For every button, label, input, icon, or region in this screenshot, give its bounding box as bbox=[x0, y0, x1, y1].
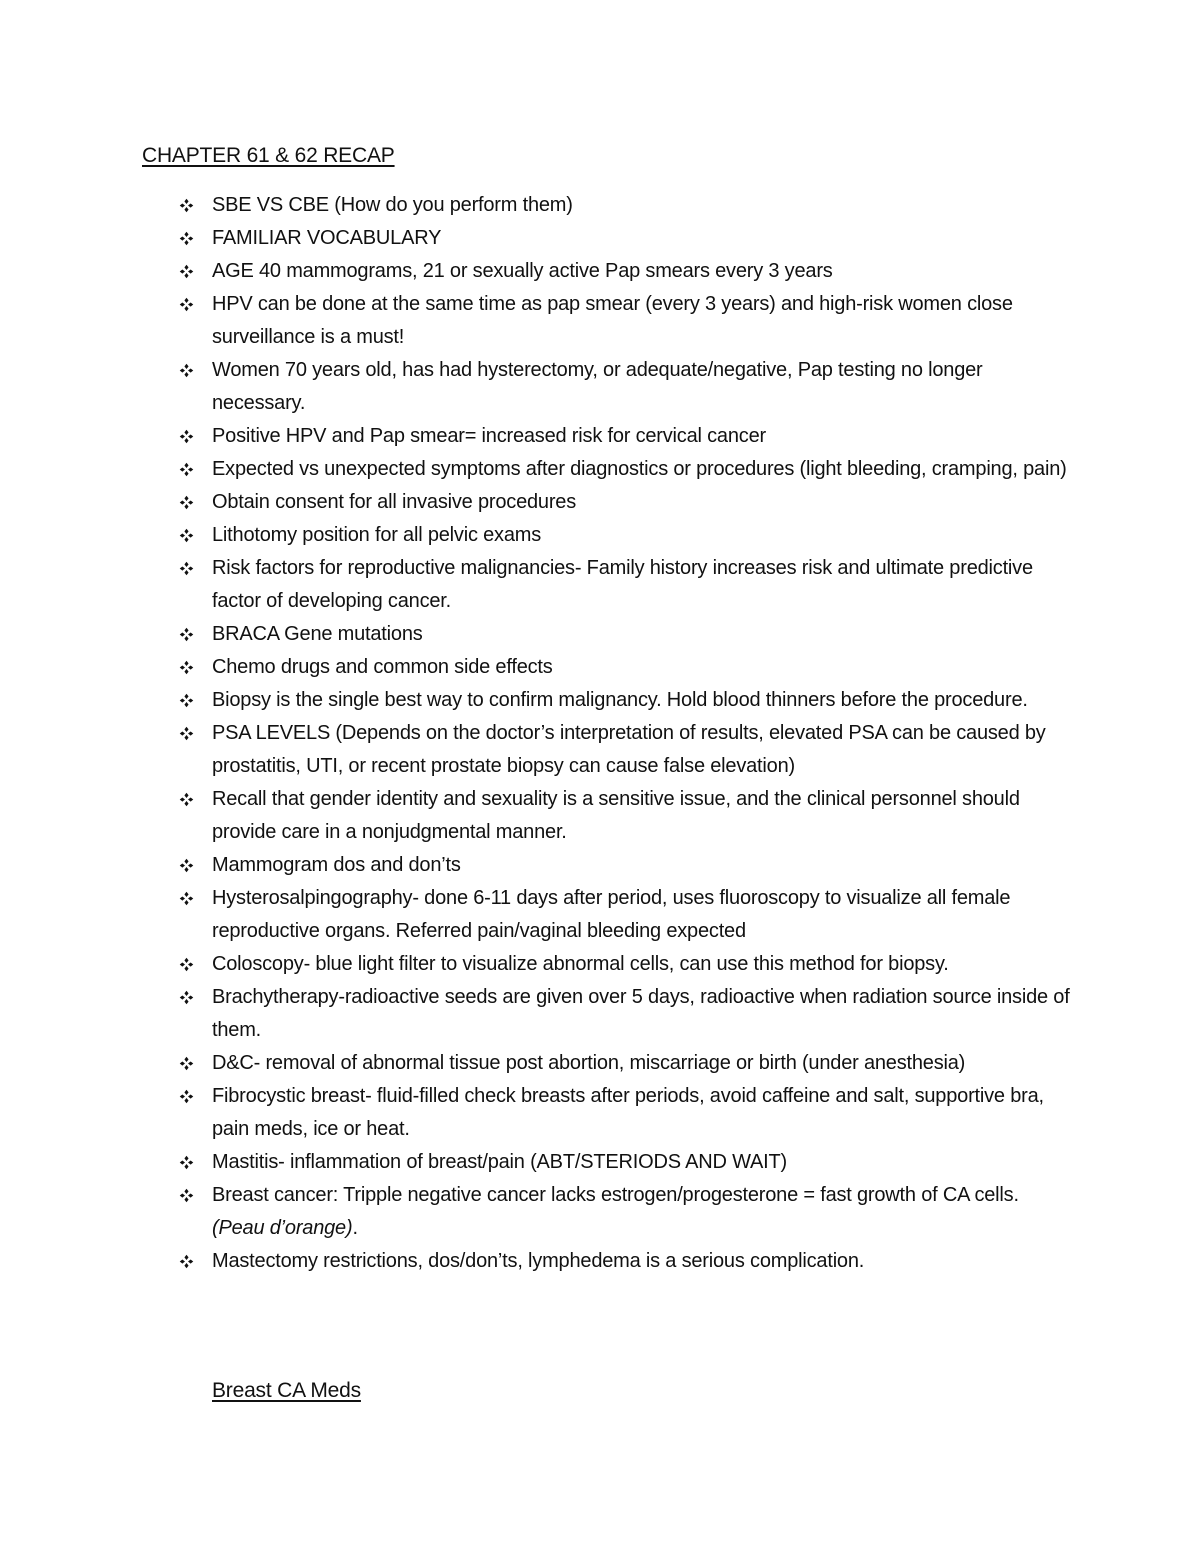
four-diamond-bullet-icon bbox=[176, 849, 196, 882]
four-diamond-bullet-icon bbox=[176, 1245, 196, 1278]
four-diamond-bullet-icon bbox=[176, 618, 196, 651]
list-item-text: HPV can be done at the same time as pap smear (every 3 years) and high-risk women close surveillance is a must! bbox=[212, 293, 1013, 348]
list-item-text: SBE VS CBE (How do you perform them) bbox=[212, 194, 573, 216]
list-item-text: Positive HPV and Pap smear= increased risk for cervical cancer bbox=[212, 425, 766, 447]
list-item bbox=[176, 1047, 1076, 1080]
italic-note: (Peau d’orange) bbox=[212, 1217, 353, 1239]
list-item-text: Risk factors for reproductive malignancies- Family history increases risk and ultimate predictive factor of developing cancer. bbox=[212, 557, 1033, 612]
list-item bbox=[176, 948, 1076, 981]
four-diamond-bullet-icon bbox=[176, 1080, 196, 1113]
list-item-text: PSA LEVELS (Depends on the doctor’s interpretation of results, elevated PSA can be caused by prostatitis, UTI, or recent prostate biopsy can cause false elevation) bbox=[212, 722, 1046, 777]
four-diamond-bullet-icon bbox=[176, 420, 196, 453]
section-heading-breast-ca-meds: Breast CA Meds bbox=[212, 1379, 361, 1402]
list-item-text: AGE 40 mammograms, 21 or sexually active Pap smears every 3 years bbox=[212, 260, 833, 282]
list-item bbox=[176, 552, 1076, 618]
four-diamond-bullet-icon bbox=[176, 717, 196, 750]
list-item-text: Chemo drugs and common side effects bbox=[212, 656, 553, 678]
four-diamond-bullet-icon bbox=[176, 486, 196, 519]
list-item-text: Coloscopy- blue light filter to visualize abnormal cells, can use this method for biopsy. bbox=[212, 953, 949, 975]
list-item bbox=[176, 288, 1076, 354]
four-diamond-bullet-icon bbox=[176, 684, 196, 717]
list-item-text: Mastectomy restrictions, dos/don’ts, lymphedema is a serious complication. bbox=[212, 1250, 865, 1272]
list-item-text: Hysterosalpingography- done 6-11 days after period, uses fluoroscopy to visualize all female reproductive organs. Referred pain/vaginal bleeding expected bbox=[212, 887, 1011, 942]
bullet-list bbox=[176, 189, 1076, 1278]
list-item-text: FAMILIAR VOCABULARY bbox=[212, 227, 442, 249]
list-item bbox=[176, 1146, 1076, 1179]
four-diamond-bullet-icon bbox=[176, 552, 196, 585]
list-item bbox=[176, 1080, 1076, 1146]
list-item bbox=[176, 651, 1076, 684]
list-item-text: Recall that gender identity and sexuality is a sensitive issue, and the clinical personnel should provide care in a nonjudgmental manner. bbox=[212, 788, 1020, 843]
list-item-text: Mastitis- inflammation of breast/pain (ABT/STERIODS AND WAIT) bbox=[212, 1151, 787, 1173]
four-diamond-bullet-icon bbox=[176, 651, 196, 684]
list-item bbox=[176, 1245, 1076, 1278]
list-item-suffix: . bbox=[352, 1217, 358, 1239]
list-item bbox=[176, 420, 1076, 453]
list-item-text: Brachytherapy-radioactive seeds are given over 5 days, radioactive when radiation source inside of them. bbox=[212, 986, 1070, 1041]
list-item bbox=[176, 717, 1076, 783]
four-diamond-bullet-icon bbox=[176, 1047, 196, 1080]
four-diamond-bullet-icon bbox=[176, 783, 196, 816]
list-item bbox=[176, 222, 1076, 255]
list-item bbox=[176, 1179, 1076, 1245]
list-item bbox=[176, 783, 1076, 849]
list-item-text: Obtain consent for all invasive procedures bbox=[212, 491, 577, 513]
list-item-text: Lithotomy position for all pelvic exams bbox=[212, 524, 542, 546]
list-item bbox=[176, 849, 1076, 882]
list-item bbox=[176, 684, 1076, 717]
list-item bbox=[176, 486, 1076, 519]
list-item-text: Expected vs unexpected symptoms after diagnostics or procedures (light bleeding, cramping, pain) bbox=[212, 458, 1067, 480]
four-diamond-bullet-icon bbox=[176, 981, 196, 1014]
list-item bbox=[176, 354, 1076, 420]
four-diamond-bullet-icon bbox=[176, 354, 196, 387]
four-diamond-bullet-icon bbox=[176, 882, 196, 915]
four-diamond-bullet-icon bbox=[176, 1146, 196, 1179]
list-item bbox=[176, 255, 1076, 288]
page-title: CHAPTER 61 & 62 RECAP bbox=[142, 144, 395, 167]
list-item bbox=[176, 453, 1076, 486]
list-item bbox=[176, 882, 1076, 948]
list-item-text: BRACA Gene mutations bbox=[212, 623, 423, 645]
four-diamond-bullet-icon bbox=[176, 222, 196, 255]
four-diamond-bullet-icon bbox=[176, 189, 196, 222]
list-item bbox=[176, 618, 1076, 651]
four-diamond-bullet-icon bbox=[176, 288, 196, 321]
list-item-text: Breast cancer: Tripple negative cancer lacks estrogen/progesterone = fast growth of CA cells. bbox=[212, 1184, 1019, 1206]
list-item bbox=[176, 189, 1076, 222]
list-item-text: Fibrocystic breast- fluid-filled check breasts after periods, avoid caffeine and salt, supportive bra, pain meds, ice or heat. bbox=[212, 1085, 1044, 1140]
four-diamond-bullet-icon bbox=[176, 255, 196, 288]
list-item bbox=[176, 981, 1076, 1047]
four-diamond-bullet-icon bbox=[176, 519, 196, 552]
four-diamond-bullet-icon bbox=[176, 453, 196, 486]
four-diamond-bullet-icon bbox=[176, 948, 196, 981]
list-item bbox=[176, 519, 1076, 552]
list-item-text: D&C- removal of abnormal tissue post abortion, miscarriage or birth (under anesthesia) bbox=[212, 1052, 966, 1074]
list-item-text: Women 70 years old, has had hysterectomy, or adequate/negative, Pap testing no longer necessary. bbox=[212, 359, 983, 414]
four-diamond-bullet-icon bbox=[176, 1179, 196, 1212]
list-item-text: Biopsy is the single best way to confirm malignancy. Hold blood thinners before the procedure. bbox=[212, 689, 1028, 711]
list-item-text: Mammogram dos and don’ts bbox=[212, 854, 461, 876]
